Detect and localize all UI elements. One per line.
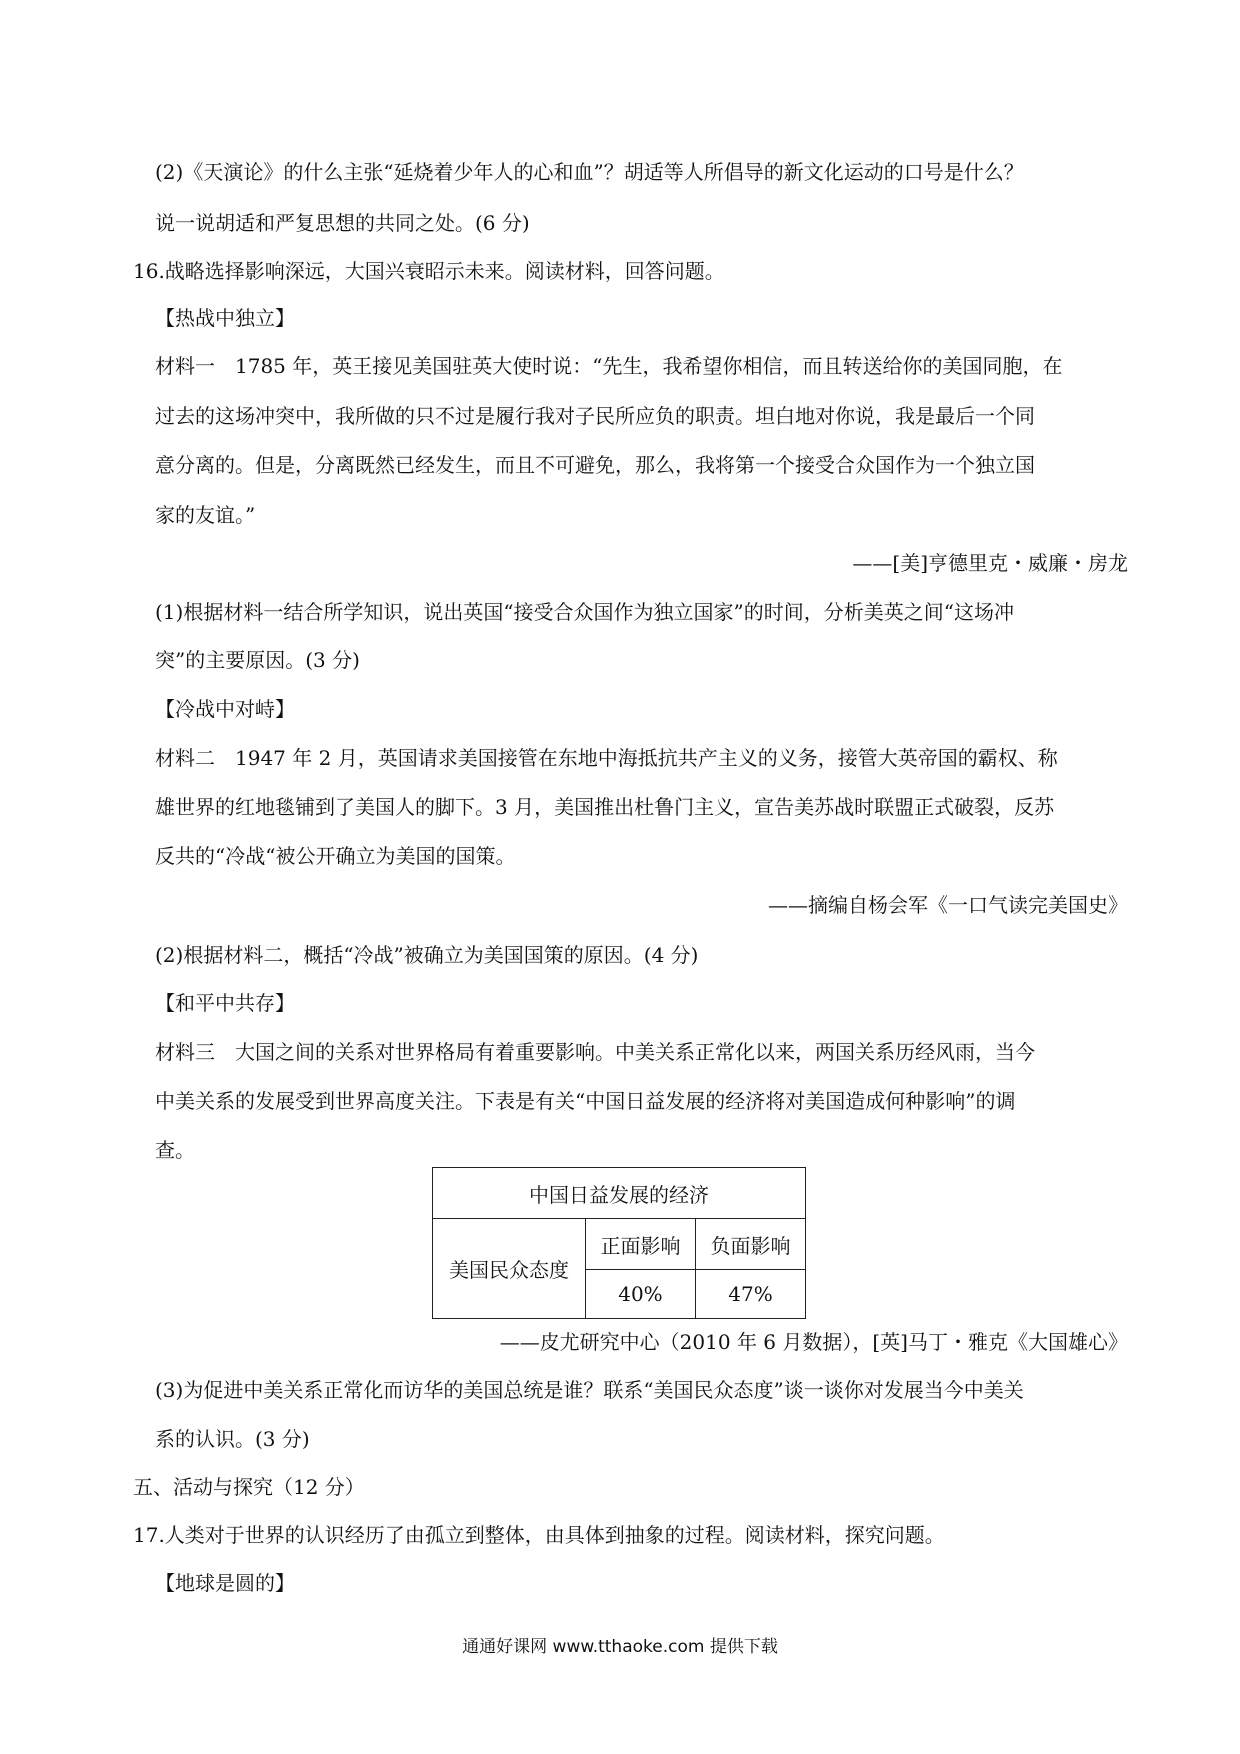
material-2-line-3: 反共的“冷战“被公开确立为美国的国策。	[155, 844, 516, 868]
section-heading-peace: 【和平中共存】	[155, 991, 295, 1015]
question-16-title: 16.战略选择影响深远，大国兴衰昭示未来。阅读材料，回答问题。	[133, 259, 725, 283]
question-16-2: (2)根据材料二，概括“冷战”被确立为美国国策的原因。(4 分)	[155, 943, 699, 967]
page-footer: 通通好课网 www.tthaoke.com 提供下载	[462, 1637, 778, 1657]
question-17-title: 17.人类对于世界的认识经历了由孤立到整体，由具体到抽象的过程。阅读材料，探究问题。	[133, 1523, 945, 1547]
question-16-3-line-1: (3)为促进中美关系正常化而访华的美国总统是谁？联系“美国民众态度”谈一谈你对发展当今中美关	[155, 1378, 1024, 1402]
section-heading-cold-war: 【冷战中对峙】	[155, 697, 295, 721]
question-15-2-line-2: 说一说胡适和严复思想的共同之处。(6 分)	[155, 211, 530, 235]
question-16-1-line-2: 突”的主要原因。(3 分)	[155, 648, 360, 672]
material-1-line-2: 过去的这场冲突中，我所做的只不过是履行我对子民所应负的职责。坦白地对你说，我是最后一个同	[155, 404, 1035, 428]
survey-col-negative: 负面影响	[695, 1219, 805, 1270]
section-5-title: 五、活动与探究（12 分）	[133, 1475, 365, 1499]
survey-row-label: 美国民众态度	[433, 1219, 586, 1319]
material-2-line-2: 雄世界的红地毯铺到了美国人的脚下。3 月，美国推出杜鲁门主义，宣告美苏战时联盟正式破裂，反苏	[155, 795, 1055, 819]
material-1-source: ——[美]亨德里克・威廉・房龙	[852, 551, 1128, 575]
survey-table	[432, 1167, 806, 1319]
material-2-line-1: 材料二 1947 年 2 月，英国请求美国接管在东地中海抵抗共产主义的义务，接管大英帝国的霸权、称	[155, 746, 1058, 770]
material-3-line-1: 材料三 大国之间的关系对世界格局有着重要影响。中美关系正常化以来，两国关系历经风雨，当今	[155, 1040, 1035, 1064]
survey-col-positive: 正面影响	[585, 1219, 695, 1270]
question-16-3-line-2: 系的认识。(3 分)	[155, 1427, 310, 1451]
question-15-2-line-1: (2)《天演论》的什么主张“延烧着少年人的心和血”？胡适等人所倡导的新文化运动的口号是什么？	[155, 160, 1024, 184]
survey-value-negative: 47%	[695, 1270, 805, 1319]
material-2-source: ——摘编自杨会军《一口气读完美国史》	[768, 893, 1128, 917]
section-heading-earth-round: 【地球是圆的】	[155, 1571, 295, 1595]
material-3-line-3: 查。	[155, 1138, 195, 1162]
material-1-line-4: 家的友谊。”	[155, 503, 256, 527]
material-3-source: ——皮尤研究中心（2010 年 6 月数据），[英]马丁・雅克《大国雄心》	[499, 1330, 1128, 1354]
section-heading-hot-war: 【热战中独立】	[155, 306, 295, 330]
material-1-line-1: 材料一 1785 年，英王接见美国驻英大使时说：“先生，我希望你相信，而且转送给你的美国同胞，在	[155, 354, 1063, 378]
question-16-1-line-1: (1)根据材料一结合所学知识，说出英国“接受合众国作为独立国家”的时间，分析美英之间“这场冲	[155, 600, 1015, 624]
material-3-line-2: 中美关系的发展受到世界高度关注。下表是有关“中国日益发展的经济将对美国造成何种影响”的调	[155, 1089, 1016, 1113]
survey-value-positive: 40%	[585, 1270, 695, 1319]
material-1-line-3: 意分离的。但是，分离既然已经发生，而且不可避免，那么，我将第一个接受合众国作为一个独立国	[155, 453, 1035, 477]
survey-table-header: 中国日益发展的经济	[433, 1168, 806, 1219]
